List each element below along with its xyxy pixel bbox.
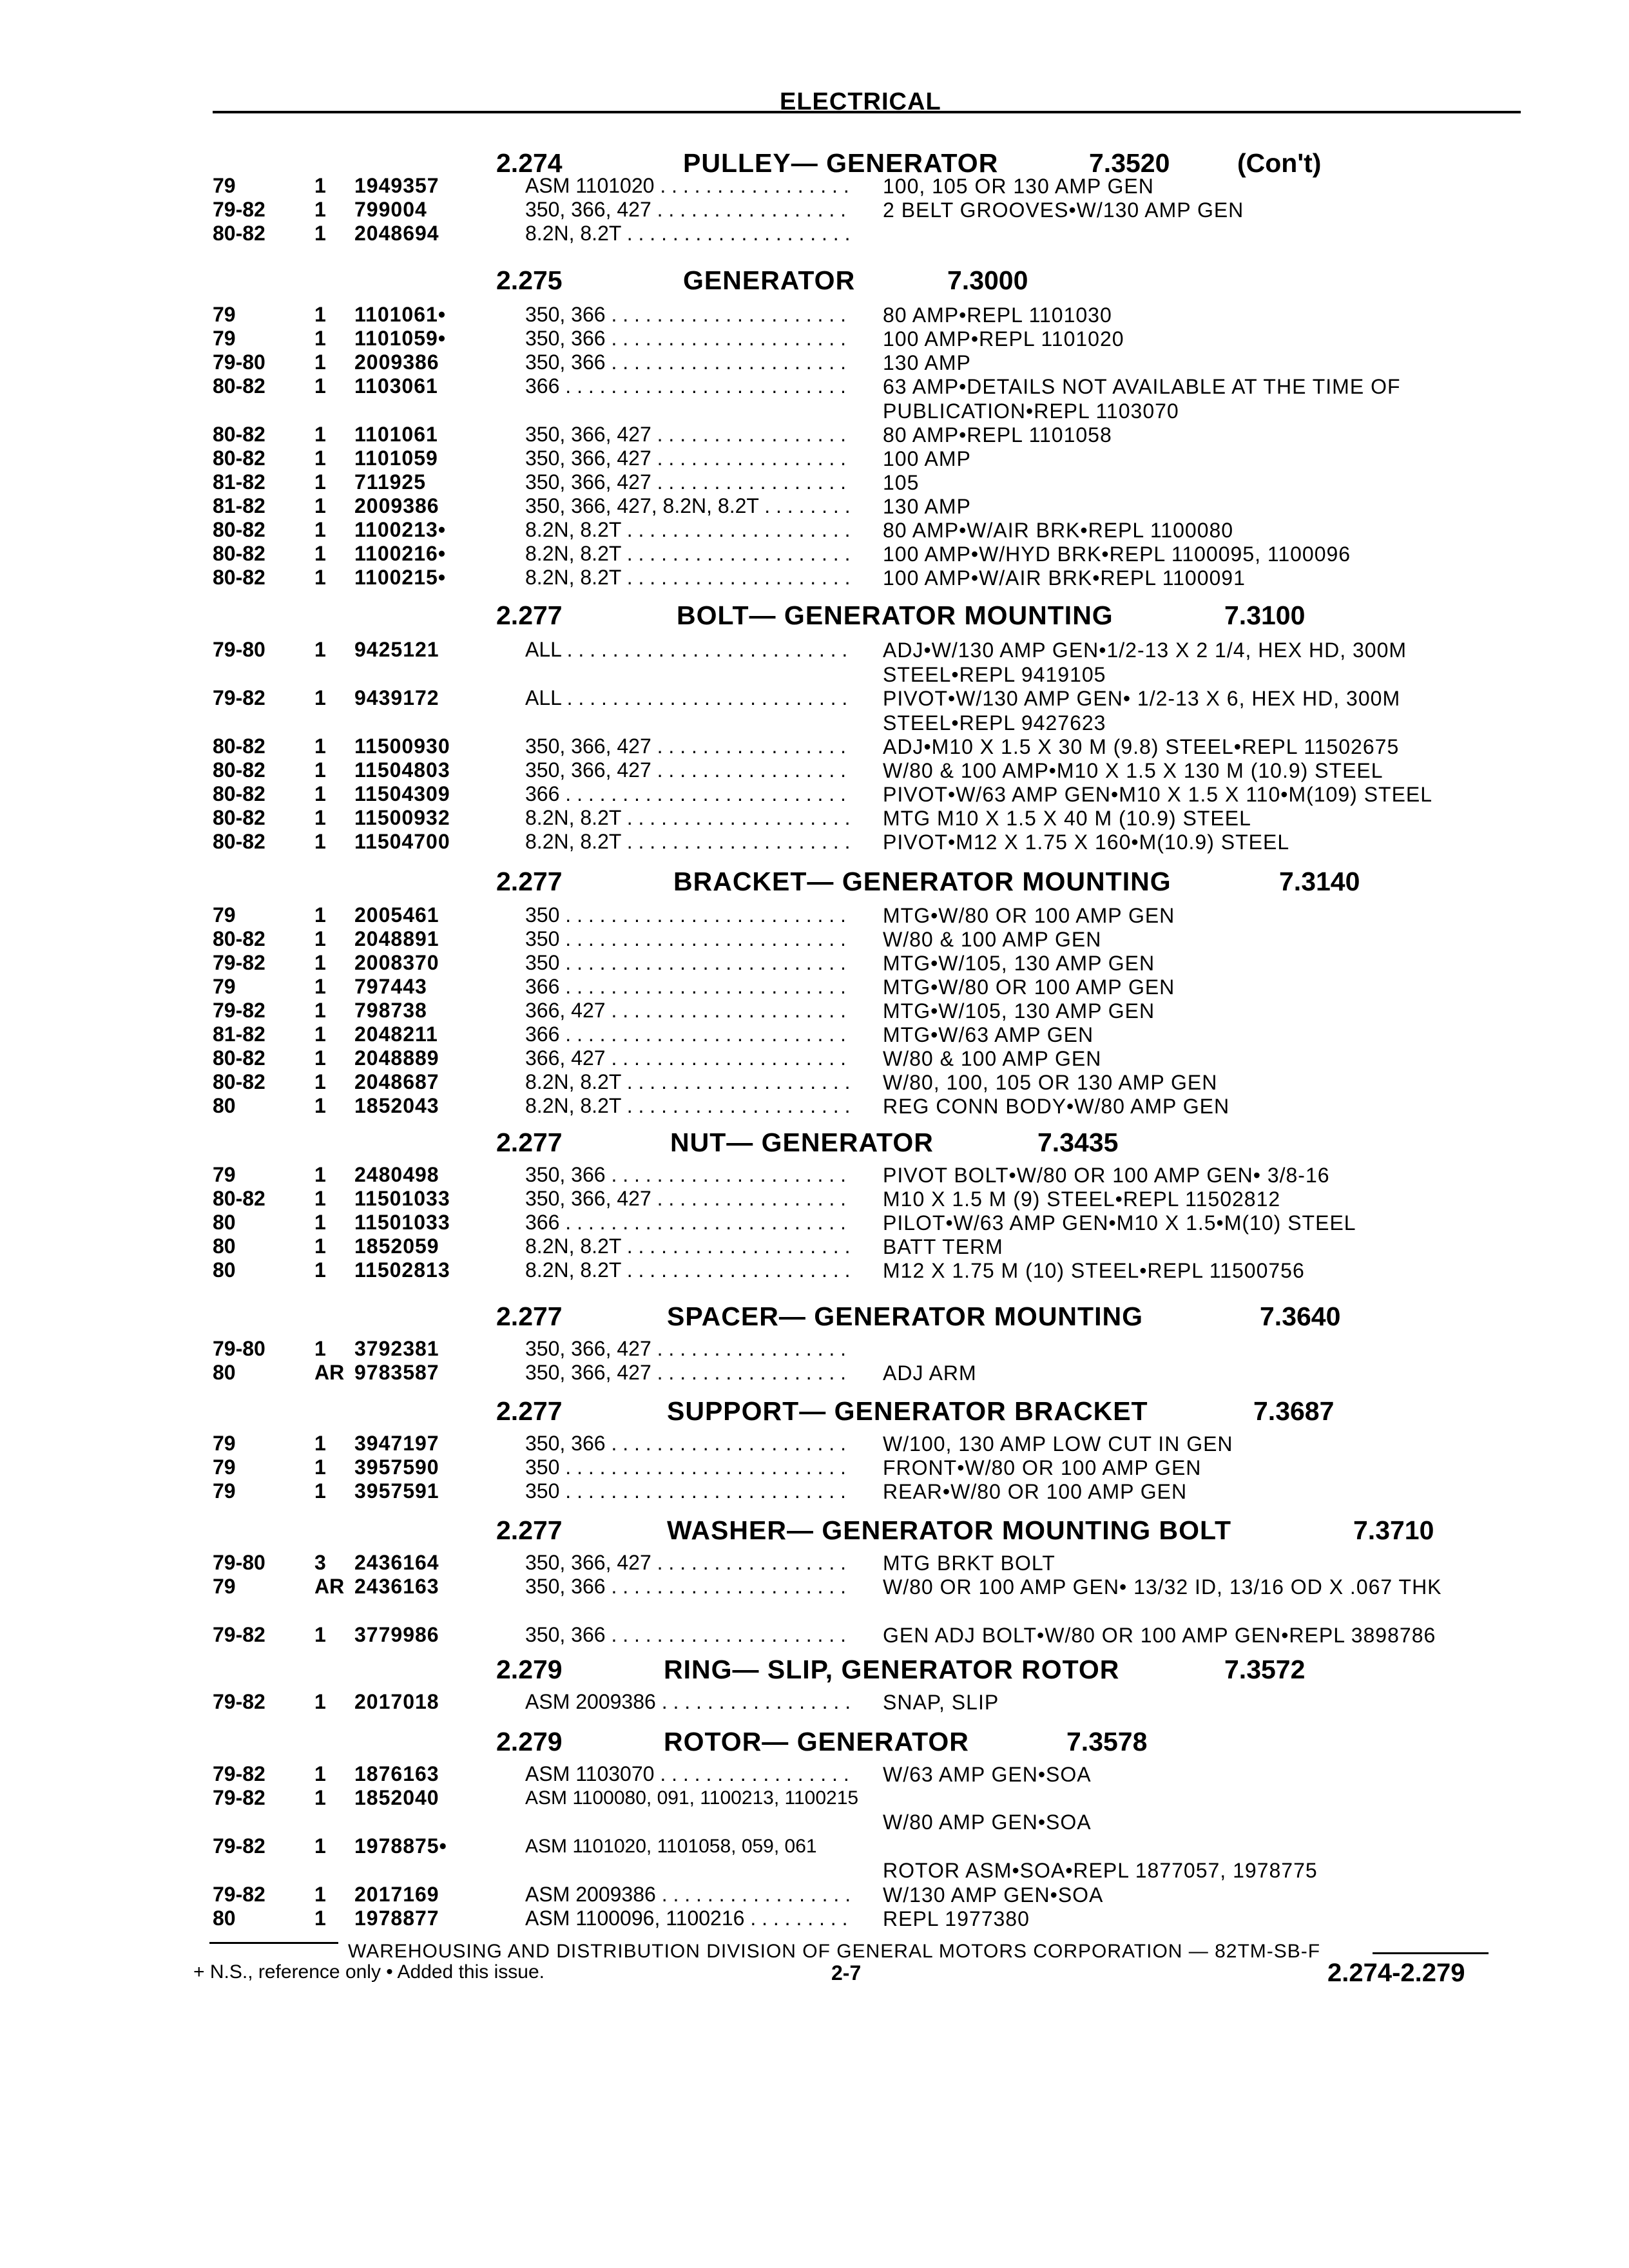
model-year: 80-82 bbox=[213, 927, 265, 950]
part-number: 799004 bbox=[354, 198, 427, 221]
part-description: 130 AMP bbox=[883, 495, 971, 518]
part-description: PIVOT•W/130 AMP GEN• 1/2-13 X 6, HEX HD, 300M STEEL•REPL 9427623 bbox=[883, 687, 1401, 735]
quantity: 1 bbox=[314, 1762, 326, 1785]
part-number: 2436163 bbox=[354, 1575, 439, 1598]
model-applicability: 350, 366 . . . bbox=[525, 1623, 851, 1647]
model-year: 79 bbox=[213, 1479, 236, 1503]
part-number: 2048694 bbox=[354, 222, 439, 245]
model-applicability: 366 . . . bbox=[525, 1023, 851, 1046]
section-heading bbox=[0, 1396, 1629, 1430]
model-year: 80-82 bbox=[213, 566, 265, 589]
model-applicability: ASM 2009386 . . . bbox=[525, 1690, 851, 1714]
part-number: 3779986 bbox=[354, 1623, 439, 1646]
quantity: 1 bbox=[314, 1094, 326, 1117]
section-heading bbox=[0, 1727, 1629, 1760]
section-number: 2.279 bbox=[496, 1727, 563, 1756]
section-number: 2.277 bbox=[496, 601, 563, 630]
part-description: ADJ•W/130 AMP GEN•1/2-13 X 2 1/4, HEX HD, 300M STEEL•REPL 9419105 bbox=[883, 639, 1407, 686]
quantity: 3 bbox=[314, 1551, 326, 1574]
part-number: 1852040 bbox=[354, 1786, 439, 1809]
footer-rule-right bbox=[1373, 1952, 1489, 1954]
section-code: 7.3100 bbox=[1224, 601, 1306, 630]
part-description: BATT TERM bbox=[883, 1235, 1003, 1258]
quantity: 1 bbox=[314, 1834, 326, 1858]
part-description: PIVOT•W/63 AMP GEN•M10 X 1.5 X 110•M(109) STEEL bbox=[883, 783, 1433, 806]
part-number: 2436164 bbox=[354, 1551, 439, 1574]
quantity: 1 bbox=[314, 1786, 326, 1809]
section-number: 2.279 bbox=[496, 1655, 563, 1684]
model-applicability: 350, 366 . . . bbox=[525, 351, 851, 374]
model-year: 80 bbox=[213, 1361, 236, 1384]
model-applicability: 350 . . . bbox=[525, 1456, 851, 1479]
model-applicability: ASM 1100096, 1100216 . . . bbox=[525, 1907, 851, 1930]
model-year: 79 bbox=[213, 1575, 236, 1598]
part-description: 63 AMP•DETAILS NOT AVAILABLE AT THE TIME OF PUBLICATION•REPL 1103070 bbox=[883, 375, 1401, 423]
model-year: 80 bbox=[213, 1235, 236, 1258]
model-applicability: 8.2N, 8.2T . . . bbox=[525, 222, 851, 245]
part-description: 2 BELT GROOVES•W/130 AMP GEN bbox=[883, 198, 1244, 222]
part-number: 2048687 bbox=[354, 1070, 439, 1093]
part-number: 711925 bbox=[354, 470, 427, 494]
model-applicability: 350 . . . bbox=[525, 903, 851, 927]
part-description: GEN ADJ BOLT•W/80 OR 100 AMP GEN•REPL 3898786 bbox=[883, 1624, 1436, 1647]
model-applicability: 350 . . . bbox=[525, 927, 851, 951]
model-applicability: 350, 366, 427 . . . bbox=[525, 735, 851, 758]
model-applicability: ASM 2009386 . . . bbox=[525, 1883, 851, 1907]
part-description: M12 X 1.75 M (10) STEEL•REPL 11500756 bbox=[883, 1259, 1305, 1282]
part-number: 1852043 bbox=[354, 1094, 439, 1117]
part-number: 2009386 bbox=[354, 351, 439, 374]
part-number: 2048211 bbox=[354, 1023, 438, 1046]
model-applicability: 8.2N, 8.2T . . . bbox=[525, 1235, 851, 1258]
part-description: W/63 AMP GEN•SOA bbox=[883, 1763, 1092, 1786]
section-heading bbox=[0, 1655, 1629, 1688]
model-applicability: 350, 366 . . . bbox=[525, 1575, 851, 1599]
model-applicability: 350, 366, 427 . . . bbox=[525, 1551, 851, 1575]
model-year: 79-82 bbox=[213, 951, 265, 974]
model-year: 80-82 bbox=[213, 222, 265, 245]
quantity: 1 bbox=[314, 494, 326, 517]
part-number: 11502813 bbox=[354, 1258, 450, 1282]
part-number: 2017169 bbox=[354, 1883, 439, 1906]
model-applicability: 366 . . . bbox=[525, 975, 851, 999]
model-year: 79-82 bbox=[213, 1690, 265, 1713]
quantity: 1 bbox=[314, 1907, 326, 1930]
model-year: 79-82 bbox=[213, 1762, 265, 1785]
part-description: SNAP, SLIP bbox=[883, 1691, 999, 1714]
section-code: 7.3710 bbox=[1353, 1515, 1434, 1545]
model-applicability: 350, 366, 427 . . . bbox=[525, 447, 851, 470]
quantity: 1 bbox=[314, 447, 326, 470]
quantity: 1 bbox=[314, 470, 326, 494]
part-description: W/130 AMP GEN•SOA bbox=[883, 1883, 1104, 1907]
quantity: 1 bbox=[314, 351, 326, 374]
part-number: 1101061 bbox=[354, 423, 438, 446]
part-description: MTG•W/105, 130 AMP GEN bbox=[883, 952, 1155, 975]
model-year: 79-82 bbox=[213, 999, 265, 1022]
part-number: 1978875• bbox=[354, 1834, 447, 1858]
model-applicability: 350, 366, 427, 8.2N, 8.2T . . . bbox=[525, 494, 851, 518]
part-number: 3792381 bbox=[354, 1337, 439, 1360]
section-number: 2.277 bbox=[496, 1396, 563, 1426]
model-year: 79-82 bbox=[213, 1623, 265, 1646]
section-number: 2.277 bbox=[496, 1302, 563, 1331]
model-year: 80-82 bbox=[213, 735, 265, 758]
section-number: 2.275 bbox=[496, 265, 563, 295]
model-applicability: 8.2N, 8.2T . . . bbox=[525, 830, 851, 854]
model-applicability: ASM 1100080, 091, 1100213, 1100215 bbox=[525, 1787, 859, 1809]
quantity: 1 bbox=[314, 542, 326, 565]
section-number: 2.277 bbox=[496, 1515, 563, 1545]
model-year: 81-82 bbox=[213, 1023, 265, 1046]
quantity: AR bbox=[314, 1575, 345, 1598]
footer-publisher: WAREHOUSING AND DISTRIBUTION DIVISION OF GENERAL MOTORS CORPORATION — 82TM-SB-F bbox=[348, 1941, 1321, 1962]
quantity: 1 bbox=[314, 999, 326, 1022]
part-number: 1101059• bbox=[354, 327, 447, 350]
model-applicability: 366 . . . bbox=[525, 1211, 851, 1235]
quantity: 1 bbox=[314, 198, 326, 221]
section-code: 7.3640 bbox=[1260, 1302, 1341, 1331]
part-number: 2048889 bbox=[354, 1046, 439, 1070]
section-code: 7.3435 bbox=[1037, 1128, 1119, 1157]
quantity: 1 bbox=[314, 951, 326, 974]
footer-legend: + N.S., reference only • Added this issue. bbox=[193, 1961, 545, 1983]
model-applicability: 350 . . . bbox=[525, 1479, 851, 1503]
part-number: 11501033 bbox=[354, 1187, 450, 1210]
section-number: 2.277 bbox=[496, 867, 563, 896]
quantity: 1 bbox=[314, 1023, 326, 1046]
model-applicability: 8.2N, 8.2T . . . bbox=[525, 1258, 851, 1282]
part-number: 1852059 bbox=[354, 1235, 439, 1258]
part-number: 2480498 bbox=[354, 1163, 439, 1186]
part-number: 1101059 bbox=[354, 447, 438, 470]
model-applicability: ALL . . . bbox=[525, 638, 851, 662]
page-header: ELECTRICAL bbox=[780, 88, 941, 115]
model-year: 79 bbox=[213, 903, 236, 927]
section-heading bbox=[0, 265, 1629, 299]
model-applicability: 366, 427 . . . bbox=[525, 999, 851, 1023]
model-applicability: ASM 1103070 . . . bbox=[525, 1762, 851, 1786]
part-number: 2009386 bbox=[354, 494, 439, 517]
section-code: 7.3578 bbox=[1066, 1727, 1148, 1756]
quantity: 1 bbox=[314, 1479, 326, 1503]
part-description: PIVOT•M12 X 1.75 X 160•M(10.9) STEEL bbox=[883, 831, 1290, 854]
part-number: 798738 bbox=[354, 999, 427, 1022]
part-description: REPL 1977380 bbox=[883, 1907, 1030, 1930]
section-number: 2.277 bbox=[496, 1128, 563, 1157]
model-applicability: 8.2N, 8.2T . . . bbox=[525, 542, 851, 566]
part-description: 80 AMP•W/AIR BRK•REPL 1100080 bbox=[883, 519, 1234, 542]
section-title: GENERATOR bbox=[683, 265, 856, 295]
quantity: 1 bbox=[314, 566, 326, 589]
part-number: 1100216• bbox=[354, 542, 447, 565]
part-number: 9783587 bbox=[354, 1361, 439, 1384]
model-year: 80-82 bbox=[213, 542, 265, 565]
part-description: M10 X 1.5 M (9) STEEL•REPL 11502812 bbox=[883, 1187, 1281, 1211]
model-year: 79-80 bbox=[213, 1337, 265, 1360]
section-continued: (Con't) bbox=[1237, 148, 1322, 178]
section-title: RING— SLIP, GENERATOR ROTOR bbox=[664, 1655, 1120, 1684]
model-applicability: 8.2N, 8.2T . . . bbox=[525, 1094, 851, 1118]
model-year: 79 bbox=[213, 174, 236, 197]
model-year: 79 bbox=[213, 1163, 236, 1186]
model-applicability: ALL . . . bbox=[525, 686, 851, 710]
quantity: 1 bbox=[314, 975, 326, 998]
part-description: MTG•W/63 AMP GEN bbox=[883, 1023, 1094, 1046]
part-number: 1100215• bbox=[354, 566, 447, 589]
part-number: 2048891 bbox=[354, 927, 439, 950]
quantity: 1 bbox=[314, 1623, 326, 1646]
part-number: 11504700 bbox=[354, 830, 450, 853]
model-year: 79 bbox=[213, 327, 236, 350]
footer-rule-left bbox=[209, 1942, 338, 1944]
quantity: 1 bbox=[314, 830, 326, 853]
model-year: 80-82 bbox=[213, 374, 265, 398]
quantity: 1 bbox=[314, 1456, 326, 1479]
quantity: 1 bbox=[314, 1187, 326, 1210]
model-applicability: 366 . . . bbox=[525, 374, 851, 398]
model-applicability: 8.2N, 8.2T . . . bbox=[525, 806, 851, 830]
model-year: 79-80 bbox=[213, 638, 265, 661]
part-description: MTG•W/80 OR 100 AMP GEN bbox=[883, 904, 1175, 927]
model-year: 80-82 bbox=[213, 1187, 265, 1210]
quantity: 1 bbox=[314, 638, 326, 661]
part-number: 1101061• bbox=[354, 303, 447, 326]
model-applicability: 350, 366, 427 . . . bbox=[525, 1337, 851, 1361]
section-code: 7.3140 bbox=[1279, 867, 1360, 896]
part-description: ADJ ARM bbox=[883, 1361, 977, 1385]
part-description: W/80 & 100 AMP GEN bbox=[883, 928, 1102, 951]
model-applicability: 350, 366, 427 . . . bbox=[525, 423, 851, 447]
model-year: 79 bbox=[213, 975, 236, 998]
part-description: REG CONN BODY•W/80 AMP GEN bbox=[883, 1095, 1230, 1118]
model-year: 79-82 bbox=[213, 1786, 265, 1809]
part-description: 100 AMP•W/HYD BRK•REPL 1100095, 1100096 bbox=[883, 543, 1351, 566]
model-applicability: 366, 427 . . . bbox=[525, 1046, 851, 1070]
part-number: 11501033 bbox=[354, 1211, 450, 1234]
part-description: PIVOT BOLT•W/80 OR 100 AMP GEN• 3/8-16 bbox=[883, 1164, 1330, 1187]
part-description: FRONT•W/80 OR 100 AMP GEN bbox=[883, 1456, 1202, 1479]
part-number: 797443 bbox=[354, 975, 427, 998]
part-number: 2017018 bbox=[354, 1690, 439, 1713]
quantity: AR bbox=[314, 1361, 345, 1384]
quantity: 1 bbox=[314, 758, 326, 782]
model-applicability: 8.2N, 8.2T . . . bbox=[525, 518, 851, 542]
part-description: MTG BRKT BOLT bbox=[883, 1552, 1055, 1575]
model-year: 81-82 bbox=[213, 470, 265, 494]
section-number: 2.274 bbox=[496, 148, 563, 178]
part-description: W/80 AMP GEN•SOA bbox=[883, 1811, 1092, 1834]
model-year: 80-82 bbox=[213, 423, 265, 446]
part-description: W/80 & 100 AMP GEN bbox=[883, 1047, 1102, 1070]
section-heading bbox=[0, 1302, 1629, 1335]
part-number: 11504803 bbox=[354, 758, 450, 782]
model-applicability: 8.2N, 8.2T . . . bbox=[525, 1070, 851, 1094]
part-number: 9425121 bbox=[354, 638, 439, 661]
model-year: 80-82 bbox=[213, 518, 265, 541]
model-applicability: 350, 366, 427 . . . bbox=[525, 1187, 851, 1211]
model-year: 80-82 bbox=[213, 806, 265, 829]
part-number: 2008370 bbox=[354, 951, 439, 974]
quantity: 1 bbox=[314, 327, 326, 350]
quantity: 1 bbox=[314, 782, 326, 805]
part-description: ROTOR ASM•SOA•REPL 1877057, 1978775 bbox=[883, 1859, 1318, 1882]
model-year: 81-82 bbox=[213, 494, 265, 517]
part-description: 80 AMP•REPL 1101058 bbox=[883, 423, 1112, 447]
model-applicability: 350, 366, 427 . . . bbox=[525, 470, 851, 494]
model-applicability: 350, 366, 427 . . . bbox=[525, 198, 851, 222]
model-year: 79-82 bbox=[213, 1883, 265, 1906]
model-year: 80 bbox=[213, 1211, 236, 1234]
model-year: 79 bbox=[213, 1432, 236, 1455]
section-code: 7.3520 bbox=[1089, 148, 1170, 178]
part-number: 11504309 bbox=[354, 782, 450, 805]
quantity: 1 bbox=[314, 1235, 326, 1258]
quantity: 1 bbox=[314, 1883, 326, 1906]
quantity: 1 bbox=[314, 1432, 326, 1455]
section-title: PULLEY— GENERATOR bbox=[683, 148, 999, 178]
model-year: 80-82 bbox=[213, 782, 265, 805]
part-number: 1978877 bbox=[354, 1907, 439, 1930]
quantity: 1 bbox=[314, 735, 326, 758]
header-rule bbox=[213, 111, 1521, 113]
model-year: 80 bbox=[213, 1907, 236, 1930]
quantity: 1 bbox=[314, 174, 326, 197]
part-number: 1103061 bbox=[354, 374, 438, 398]
section-code: 7.3687 bbox=[1253, 1396, 1335, 1426]
quantity: 1 bbox=[314, 1690, 326, 1713]
model-applicability: ASM 1101020, 1101058, 059, 061 bbox=[525, 1836, 817, 1857]
section-code: 7.3000 bbox=[947, 265, 1028, 295]
quantity: 1 bbox=[314, 686, 326, 709]
model-applicability: 350, 366 . . . bbox=[525, 303, 851, 327]
model-year: 79-80 bbox=[213, 1551, 265, 1574]
model-year: 80-82 bbox=[213, 830, 265, 853]
quantity: 1 bbox=[314, 423, 326, 446]
model-applicability: 366 . . . bbox=[525, 782, 851, 806]
section-title: SUPPORT— GENERATOR BRACKET bbox=[667, 1396, 1148, 1426]
part-number: 1100213• bbox=[354, 518, 447, 541]
part-description: W/100, 130 AMP LOW CUT IN GEN bbox=[883, 1432, 1233, 1456]
part-description: MTG•W/80 OR 100 AMP GEN bbox=[883, 975, 1175, 999]
model-year: 80 bbox=[213, 1094, 236, 1117]
model-applicability: ASM 1101020 . . . bbox=[525, 174, 851, 198]
part-description: REAR•W/80 OR 100 AMP GEN bbox=[883, 1480, 1188, 1503]
part-description: ADJ•M10 X 1.5 X 30 M (9.8) STEEL•REPL 11502675 bbox=[883, 735, 1400, 758]
part-number: 1949357 bbox=[354, 174, 439, 197]
quantity: 1 bbox=[314, 927, 326, 950]
quantity: 1 bbox=[314, 1258, 326, 1282]
section-title: BRACKET— GENERATOR MOUNTING bbox=[673, 867, 1171, 896]
quantity: 1 bbox=[314, 1070, 326, 1093]
part-number: 3957591 bbox=[354, 1479, 439, 1503]
quantity: 1 bbox=[314, 303, 326, 326]
section-title: NUT— GENERATOR bbox=[670, 1128, 934, 1157]
model-applicability: 350, 366, 427 . . . bbox=[525, 758, 851, 782]
model-year: 79-82 bbox=[213, 686, 265, 709]
section-heading bbox=[0, 601, 1629, 634]
model-year: 80-82 bbox=[213, 1046, 265, 1070]
section-heading bbox=[0, 867, 1629, 900]
quantity: 1 bbox=[314, 374, 326, 398]
part-number: 9439172 bbox=[354, 686, 439, 709]
quantity: 1 bbox=[314, 806, 326, 829]
part-description: PILOT•W/63 AMP GEN•M10 X 1.5•M(10) STEEL bbox=[883, 1211, 1356, 1235]
part-number: 3947197 bbox=[354, 1432, 439, 1455]
part-description: W/80, 100, 105 OR 130 AMP GEN bbox=[883, 1071, 1218, 1094]
part-description: W/80 & 100 AMP•M10 X 1.5 X 130 M (10.9) STEEL bbox=[883, 759, 1383, 782]
section-title: WASHER— GENERATOR MOUNTING BOLT bbox=[667, 1515, 1232, 1545]
part-description: 100 AMP•REPL 1101020 bbox=[883, 327, 1124, 351]
quantity: 1 bbox=[314, 903, 326, 927]
model-applicability: 350, 366, 427 . . . bbox=[525, 1361, 851, 1385]
part-number: 11500930 bbox=[354, 735, 450, 758]
part-description: 105 bbox=[883, 471, 920, 494]
part-description: 130 AMP bbox=[883, 351, 971, 374]
model-year: 79-82 bbox=[213, 198, 265, 221]
quantity: 1 bbox=[314, 1337, 326, 1360]
section-heading bbox=[0, 1128, 1629, 1161]
quantity: 1 bbox=[314, 222, 326, 245]
section-title: SPACER— GENERATOR MOUNTING bbox=[667, 1302, 1143, 1331]
part-description: 100 AMP bbox=[883, 447, 971, 470]
section-title: ROTOR— GENERATOR bbox=[664, 1727, 969, 1756]
part-description: MTG M10 X 1.5 X 40 M (10.9) STEEL bbox=[883, 807, 1251, 830]
quantity: 1 bbox=[314, 1046, 326, 1070]
quantity: 1 bbox=[314, 518, 326, 541]
section-heading bbox=[0, 1515, 1629, 1549]
model-year: 80 bbox=[213, 1258, 236, 1282]
model-applicability: 350, 366 . . . bbox=[525, 1432, 851, 1456]
model-year: 80-82 bbox=[213, 758, 265, 782]
part-number: 3957590 bbox=[354, 1456, 439, 1479]
section-title: BOLT— GENERATOR MOUNTING bbox=[677, 601, 1113, 630]
part-number: 2005461 bbox=[354, 903, 439, 927]
model-year: 79 bbox=[213, 303, 236, 326]
part-description: 80 AMP•REPL 1101030 bbox=[883, 303, 1112, 327]
quantity: 1 bbox=[314, 1163, 326, 1186]
model-applicability: 8.2N, 8.2T . . . bbox=[525, 566, 851, 590]
model-applicability: 350, 366 . . . bbox=[525, 1163, 851, 1187]
model-applicability: 350, 366 . . . bbox=[525, 327, 851, 351]
part-number: 1876163 bbox=[354, 1762, 439, 1785]
model-year: 79-80 bbox=[213, 351, 265, 374]
page-number: 2-7 bbox=[831, 1961, 862, 1984]
quantity: 1 bbox=[314, 1211, 326, 1234]
model-year: 79 bbox=[213, 1456, 236, 1479]
model-year: 80-82 bbox=[213, 1070, 265, 1093]
part-description: MTG•W/105, 130 AMP GEN bbox=[883, 999, 1155, 1023]
model-applicability: 350 . . . bbox=[525, 951, 851, 975]
section-code: 7.3572 bbox=[1224, 1655, 1306, 1684]
model-year: 79-82 bbox=[213, 1834, 265, 1858]
part-description: W/80 OR 100 AMP GEN• 13/32 ID, 13/16 OD X .067 THK bbox=[883, 1575, 1442, 1599]
model-year: 80-82 bbox=[213, 447, 265, 470]
part-number: 11500932 bbox=[354, 806, 450, 829]
part-description: 100 AMP•W/AIR BRK•REPL 1100091 bbox=[883, 566, 1246, 590]
part-description: 100, 105 OR 130 AMP GEN bbox=[883, 175, 1154, 198]
section-range: 2.274-2.279 bbox=[1327, 1959, 1465, 1987]
